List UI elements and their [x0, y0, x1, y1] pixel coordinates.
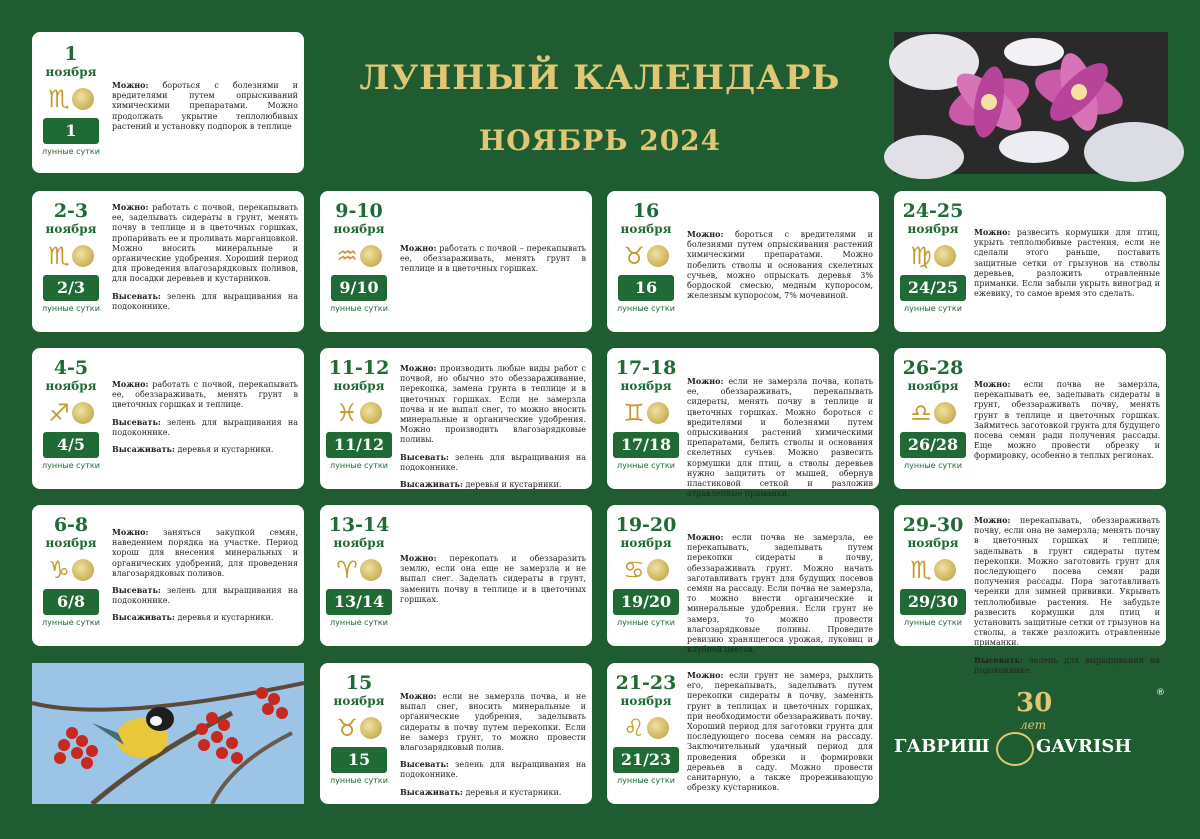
day-icons — [898, 239, 968, 273]
day-advice-text — [400, 691, 586, 804]
day-month: ноября — [620, 694, 672, 708]
advice-label: Высевать: — [400, 759, 449, 770]
day-card-left — [611, 358, 681, 470]
day-month: ноября — [907, 379, 959, 393]
day-card — [320, 191, 592, 332]
lunar-day-badge: 6/8 — [43, 589, 99, 615]
day-icons — [898, 553, 968, 587]
day-icons — [324, 711, 394, 745]
lunar-day-badge: 11/12 — [326, 432, 392, 458]
advice-label: Высаживать: — [400, 479, 463, 490]
day-date: 13-14 — [328, 514, 390, 536]
day-date: 24-25 — [902, 200, 964, 222]
lunar-day-caption: лунные сутки — [330, 776, 388, 785]
advice-body: бороться с вредителями и болезнями путем опрыскивания растений химическими препаратами. Можно побелить стволы и основания скелетных сучьев, можно опрыскать деревья 3% бордоской смесью, медным купоросом, железным купоросом, 7% мочевиной. — [687, 230, 873, 301]
day-date: 9-10 — [335, 200, 383, 222]
advice-label: Высаживать: — [112, 444, 175, 455]
day-date: 1 — [64, 43, 78, 65]
day-date: 19-20 — [615, 514, 677, 536]
photo-bird-rowan — [32, 663, 304, 804]
lunar-day-badge: 17/18 — [613, 432, 679, 458]
day-card — [320, 663, 592, 804]
full-moon-icon — [360, 717, 382, 739]
advice-label: Можно: — [687, 670, 724, 680]
bird-on-rowan-image — [32, 663, 304, 804]
cancer-icon: ♋ — [623, 556, 645, 584]
lunar-day-badge: 16 — [618, 275, 674, 301]
day-month: ноября — [333, 694, 385, 708]
lunar-day-caption: лунные сутки — [617, 776, 675, 785]
waning-gibbous-icon — [647, 245, 669, 267]
capricorn-icon: ♑ — [48, 556, 70, 584]
lunar-day-badge: 9/10 — [331, 275, 387, 301]
waxing-crescent-icon — [72, 245, 94, 267]
day-month: ноября — [333, 536, 385, 550]
advice-paragraph — [687, 670, 873, 793]
day-icons — [324, 553, 394, 587]
advice-body: деревья и кустарники. — [462, 480, 562, 490]
advice-paragraph — [112, 291, 298, 312]
day-date: 21-23 — [615, 672, 677, 694]
day-date: 17-18 — [615, 357, 677, 379]
logo-brand-en: GAVRISH — [1036, 736, 1132, 757]
advice-label: Можно: — [687, 376, 724, 386]
day-advice-text — [400, 243, 586, 281]
waning-crescent-icon — [934, 402, 956, 424]
day-icons — [611, 553, 681, 587]
advice-label: Можно: — [400, 691, 437, 701]
advice-paragraph — [112, 444, 298, 455]
day-card — [320, 348, 592, 489]
day-card-left — [324, 673, 394, 785]
day-advice-text — [112, 202, 298, 318]
day-month: ноября — [45, 379, 97, 393]
lunar-day-caption: лунные сутки — [617, 618, 675, 627]
advice-paragraph — [400, 479, 586, 490]
day-card — [607, 348, 879, 499]
lunar-day-caption: лунные сутки — [42, 461, 100, 470]
advice-body: деревья и кустарники. — [174, 445, 274, 455]
new-moon-icon — [72, 88, 94, 110]
advice-label: Можно: — [112, 379, 149, 389]
advice-paragraph — [974, 379, 1160, 462]
waning-gibbous-icon — [647, 402, 669, 424]
logo-years-word: лет — [1020, 718, 1047, 732]
day-month: ноября — [45, 222, 97, 236]
day-card-left — [611, 201, 681, 313]
day-card-left — [36, 201, 106, 313]
advice-paragraph — [112, 612, 298, 623]
day-month: ноября — [907, 536, 959, 550]
advice-body: зелень для выращивания на подоконнике. — [112, 417, 298, 437]
waxing-gibbous-icon — [360, 402, 382, 424]
scorpio-icon: ♏ — [910, 556, 932, 584]
day-date: 29-30 — [902, 514, 964, 536]
day-card — [32, 348, 304, 489]
advice-body: если почва не замерзла, перекапывать ее, заделывать сидераты в грунт, обеззараживать почву, менять грунт в теплице и цветочных горшках. Займитесь заготовкой грунта для будущего посева семян ради получения рассады. Еще можно провести обрезку и формировку, особенно в теплых регионах. — [974, 380, 1160, 461]
waxing-crescent-icon — [72, 402, 94, 424]
page-title: ЛУННЫЙ КАЛЕНДАРЬ — [359, 58, 841, 98]
advice-label: Высаживать: — [112, 612, 175, 623]
day-month: ноября — [333, 222, 385, 236]
lunar-day-caption: лунные сутки — [904, 461, 962, 470]
day-icons — [324, 239, 394, 273]
advice-label: Можно: — [112, 202, 149, 212]
advice-body: перекапывать, обеззараживать почву, если она не замерзла; менять почву в цветочных горшках и теплице; заделывать в грунт сидераты путем перекопки. Можно заготовить грунт для последующего посева семян ради получения рассады. Пора заготавливать черенки для зимней прививки. Укрывать теплолюбивые растения. Не забудьте развесить кормушки для птиц и установить защитные сетки от грызунов на стволы, а также разложить отравленные приманки. — [974, 516, 1160, 648]
day-card-left — [36, 44, 106, 156]
lunar-day-caption: лунные сутки — [42, 618, 100, 627]
day-date: 16 — [632, 200, 660, 222]
day-advice-text — [974, 227, 1160, 305]
advice-body: перекопать и обеззаразить землю, если она еще не замерзла и не выпал снег. Заделать сидераты в грунт, заменить почву в теплице и в цветочных горшках. — [400, 554, 586, 604]
logo-brand-ru: ГАВРИШ — [894, 736, 990, 757]
day-advice-text — [112, 379, 298, 461]
advice-paragraph — [112, 527, 298, 579]
day-card — [32, 32, 304, 173]
day-month: ноября — [620, 379, 672, 393]
advice-label: Можно: — [400, 243, 437, 253]
advice-label: Можно: — [687, 532, 724, 542]
advice-paragraph — [112, 417, 298, 438]
advice-paragraph — [400, 452, 586, 473]
advice-label: Можно: — [974, 227, 1011, 237]
lunar-day-caption: лунные сутки — [42, 304, 100, 313]
advice-label: Можно: — [400, 363, 437, 373]
day-month: ноября — [45, 65, 97, 79]
advice-label: Можно: — [112, 527, 149, 537]
lunar-day-badge: 15 — [331, 747, 387, 773]
aquarius-icon: ♒ — [336, 242, 358, 270]
day-card-left — [36, 358, 106, 470]
day-card — [32, 505, 304, 646]
lunar-day-badge: 19/20 — [613, 589, 679, 615]
advice-body: работать с почвой, перекапывать ее, заделывать сидераты в грунт, менять почву в теплице и в цветочных горшках, пропаривать ее и проливать марганцовкой. Можно вносить минеральные и органические удобрения. Хороший период для проведения влагозарядковых поливов, для посадки деревьев и кустарников. — [112, 203, 298, 284]
advice-label: Высаживать: — [400, 786, 463, 797]
lunar-day-caption: лунные сутки — [330, 304, 388, 313]
day-icons — [36, 239, 106, 273]
advice-body: если почва не замерзла, ее перекапывать, заделывать путем перекопки сидераты в почву, обеззараживать грунт. Можно начать заготавливать грунт для будущих посевов семян на рассаду. Если почва не замерзла, то можно внести органические и минеральные удобрения. Если грунт не замерз, то можно провести влагозарядковые поливы. Проведите ревизию хранящегося урожая, луковиц и клубней цветов. — [687, 533, 873, 655]
day-card — [320, 505, 592, 646]
day-advice-text — [687, 670, 873, 799]
day-card-left — [898, 515, 968, 627]
advice-paragraph — [112, 585, 298, 606]
advice-paragraph — [687, 229, 873, 301]
lunar-day-caption: лунные сутки — [42, 147, 100, 156]
day-month: ноября — [907, 222, 959, 236]
advice-label: Высевать: — [974, 654, 1023, 665]
day-card — [607, 191, 879, 332]
day-date: 4-5 — [53, 357, 89, 379]
frosted-flowers-image — [894, 32, 1168, 174]
day-icons — [611, 396, 681, 430]
aries-icon: ♈ — [336, 556, 358, 584]
advice-body: зелень для выращивания на подоконнике. — [400, 452, 586, 472]
day-card — [32, 191, 304, 332]
advice-body: зелень для выращивания на подоконнике. — [974, 655, 1160, 675]
advice-body: работать с почвой, перекапывать ее, обеззараживать, менять грунт в цветочных горшках и теплице. — [112, 380, 298, 410]
libra-icon: ♎ — [910, 399, 932, 427]
advice-body: работать с почвой – перекапывать ее, обеззараживать, менять грунт в теплице и в цветочных горшках. — [400, 244, 586, 274]
lunar-day-caption: лунные сутки — [330, 461, 388, 470]
lunar-day-badge: 1 — [43, 118, 99, 144]
advice-label: Можно: — [687, 229, 724, 239]
waning-crescent-icon — [934, 245, 956, 267]
advice-paragraph — [112, 80, 298, 132]
day-card-left — [611, 673, 681, 785]
lunar-day-caption: лунные сутки — [904, 304, 962, 313]
lunar-day-badge: 13/14 — [326, 589, 392, 615]
advice-paragraph — [400, 787, 586, 798]
lunar-day-caption: лунные сутки — [617, 304, 675, 313]
day-icons — [324, 396, 394, 430]
day-advice-text — [687, 376, 873, 505]
advice-paragraph — [974, 227, 1160, 299]
waxing-gibbous-icon — [360, 559, 382, 581]
last-quarter-icon — [647, 717, 669, 739]
advice-label: Можно: — [974, 379, 1011, 389]
gavrish-logo — [894, 688, 1168, 788]
advice-body: производить любые виды работ с почвой, но обычно это обеззараживание, перекопка, замена грунта в теплице и в цветочных горшках. Если не замерзла почва и не выпал снег, то можно вносить минеральные и органические удобрения. Можно производить влагозарядковые поливы. — [400, 364, 586, 445]
day-advice-text — [687, 532, 873, 661]
day-advice-text — [112, 80, 298, 138]
day-advice-text — [974, 515, 1160, 682]
advice-body: если не замерзла почва, и не выпал снег, вносить минеральные и органические удобрения, заделывать сидераты в почву путем перекопки. Если не замерз грунт, то можно провести влагозарядковый полив. — [400, 692, 586, 753]
lunar-day-badge: 4/5 — [43, 432, 99, 458]
day-card-left — [611, 515, 681, 627]
advice-body: развесить кормушки для птиц, укрыть теплолюбивые растения, если не сделали этого раньше, поставить защитные сетки от грызунов на стволы деревьев, разложить отравленные приманки. Если забыли укрыть виноград и ежевику, то самое время это сделать. — [974, 228, 1160, 299]
advice-paragraph — [974, 655, 1160, 676]
advice-paragraph — [687, 532, 873, 655]
virgo-icon: ♍ — [910, 242, 932, 270]
advice-body: деревья и кустарники. — [462, 787, 562, 797]
gemini-icon: ♊ — [623, 399, 645, 427]
day-date: 15 — [345, 672, 373, 694]
advice-label: Высевать: — [400, 451, 449, 462]
day-advice-text — [400, 553, 586, 611]
day-card — [607, 663, 879, 804]
day-card-left — [324, 201, 394, 313]
advice-body: если грунт не замерз, рыхлить его, перекапывать, заделывать путем перекопки сидераты в почву, заменять грунт в теплицах и цветочных горшках, при необходимости обеззараживать почву. Хороший период для заготовки грунта для последующего посева семян на рассаду. Заключительный удачный период для проведения обрезки и формировки деревьев в саду. Можно провести санитарную, а также прореживающую обрезку кустарников. — [687, 671, 873, 793]
day-card-left — [898, 358, 968, 470]
day-month: ноября — [620, 536, 672, 550]
lunar-day-badge: 29/30 — [900, 589, 966, 615]
logo-registered-mark: ® — [1156, 688, 1165, 698]
advice-paragraph — [400, 759, 586, 780]
day-card-left — [324, 515, 394, 627]
day-card — [894, 348, 1166, 489]
advice-paragraph — [400, 691, 586, 753]
advice-paragraph — [400, 363, 586, 446]
logo-emblem-icon — [996, 732, 1034, 766]
advice-body: зелень для выращивания на подоконнике. — [112, 291, 298, 311]
advice-body: деревья и кустарники. — [174, 613, 274, 623]
day-month: ноября — [333, 379, 385, 393]
advice-paragraph — [974, 515, 1160, 649]
day-card — [894, 191, 1166, 332]
advice-label: Можно: — [974, 515, 1011, 525]
scorpio-icon: ♏ — [48, 242, 70, 270]
advice-body: бороться с болезнями и вредителями путем опрыскиваний химическими препаратами. Можно продолжать укрытие теплолюбивых растений и установку подпорок в теплице — [112, 81, 298, 131]
advice-label: Можно: — [112, 80, 149, 90]
lunar-day-caption: лунные сутки — [617, 461, 675, 470]
day-date: 2-3 — [53, 200, 89, 222]
day-card-left — [324, 358, 394, 470]
advice-body: зелень для выращивания на подоконнике. — [400, 760, 586, 780]
logo-years-number: 30 — [1016, 688, 1053, 718]
advice-label: Высевать: — [112, 290, 161, 301]
first-quarter-icon — [360, 245, 382, 267]
day-date: 6-8 — [53, 514, 89, 536]
advice-paragraph — [400, 243, 586, 275]
day-icons — [36, 553, 106, 587]
page-subtitle: НОЯБРЬ 2024 — [478, 124, 722, 157]
advice-body: заняться закупкой семян, наведением порядка на участке. Период хорош для внесения минеральных и органических удобрений, для проведения влагозарядковых поливов. — [112, 528, 298, 578]
advice-label: Можно: — [400, 553, 437, 563]
day-card-left — [898, 201, 968, 313]
pisces-icon: ♓ — [336, 399, 358, 427]
waning-gibbous-icon — [647, 559, 669, 581]
day-month: ноября — [620, 222, 672, 236]
sagittarius-icon: ♐ — [48, 399, 70, 427]
taurus-icon: ♉ — [336, 714, 358, 742]
lunar-day-badge: 2/3 — [43, 275, 99, 301]
advice-paragraph — [112, 379, 298, 411]
day-icons — [36, 396, 106, 430]
day-month: ноября — [45, 536, 97, 550]
day-card — [894, 505, 1166, 675]
lunar-day-caption: лунные сутки — [904, 618, 962, 627]
scorpio-icon: ♏ — [48, 85, 70, 113]
waning-crescent-icon — [934, 559, 956, 581]
day-advice-text — [974, 379, 1160, 468]
day-advice-text — [687, 229, 873, 307]
advice-body: зелень для выращивания на подоконнике. — [112, 586, 298, 606]
lunar-day-caption: лунные сутки — [330, 618, 388, 627]
day-date: 11-12 — [328, 357, 390, 379]
advice-paragraph — [687, 376, 873, 499]
advice-label: Высевать: — [112, 416, 161, 427]
day-card-left — [36, 515, 106, 627]
lunar-day-badge: 21/23 — [613, 747, 679, 773]
advice-paragraph — [112, 202, 298, 285]
advice-label: Высевать: — [112, 585, 161, 596]
day-advice-text — [400, 363, 586, 496]
day-icons — [611, 239, 681, 273]
first-quarter-icon — [72, 559, 94, 581]
day-date: 26-28 — [902, 357, 964, 379]
day-icons — [898, 396, 968, 430]
advice-body: если не замерзла почва, копать ее, обеззараживать, перекапывать сидераты, менять почву в теплице и цветочных горшках. Можно бороться с вредителями и болезнями путем опрыскивания растений химическими препаратами, белить стволы и основания скелетных сучьев. Можно развесить кормушки для птиц, а стволы деревьев нужно защитить от мышей, обернув пластиковой сеткой и разложив отравленные приманки. — [687, 377, 873, 499]
lunar-day-badge: 24/25 — [900, 275, 966, 301]
taurus-icon: ♉ — [623, 242, 645, 270]
advice-paragraph — [400, 553, 586, 605]
day-icons — [611, 711, 681, 745]
day-icons — [36, 82, 106, 116]
day-advice-text — [112, 527, 298, 630]
leo-icon: ♌ — [623, 714, 645, 742]
lunar-day-badge: 26/28 — [900, 432, 966, 458]
photo-frosted-flowers — [894, 32, 1168, 174]
day-card — [607, 505, 879, 655]
